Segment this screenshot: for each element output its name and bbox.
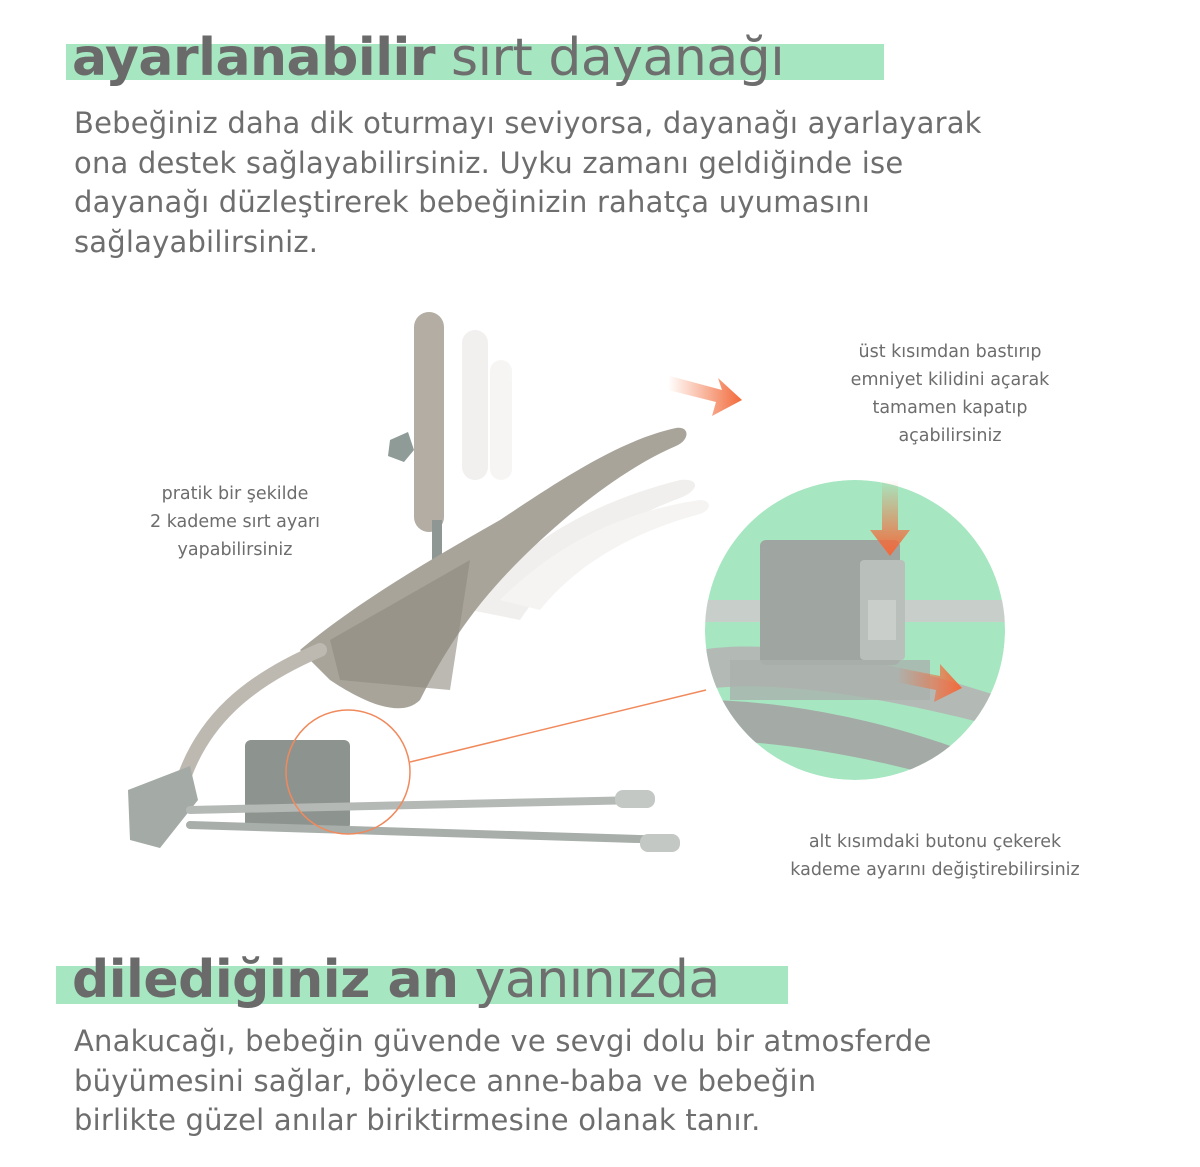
section1-title-light: sırt dayanağı	[451, 28, 785, 88]
base-box	[245, 740, 350, 830]
section1-title-bold: ayarlanabilir	[72, 28, 435, 88]
paragraph-line: sağlayabilirsiniz.	[74, 224, 319, 259]
paragraph-line: ona destek sağlayabilirsiniz. Uyku zamanı geldiğinde ise	[74, 145, 904, 180]
section1-paragraph	[74, 104, 1154, 262]
product-figure	[0, 290, 1200, 910]
caption-line: emniyet kilidini açarak	[850, 370, 1050, 390]
section2-paragraph	[74, 1022, 1154, 1141]
paragraph-line: birlikte güzel anılar biriktirmesine olanak tanır.	[74, 1103, 761, 1137]
paragraph-line: büyümesini sağlar, böylece anne-baba ve bebeğin	[74, 1063, 817, 1098]
paragraph-line: Anakucağı, bebeğin güvende ve sevgi dolu bir atmosferde	[74, 1024, 932, 1058]
section2-title-light: yanınızda	[474, 950, 720, 1010]
callout-line	[410, 690, 706, 762]
star-toy	[388, 432, 414, 462]
caption-line: üst kısımdan bastırıp	[858, 342, 1042, 362]
caption-line: alt kısımdaki butonu çekerek	[808, 832, 1062, 852]
caption-line: açabilirsiniz	[898, 426, 1002, 446]
zoom-detail	[700, 480, 1020, 800]
orange-arrow-top	[668, 376, 742, 416]
section1-heading	[0, 20, 890, 100]
caption-bottom-right	[740, 828, 1130, 884]
caption-line: pratik bir şekilde	[161, 484, 309, 504]
caption-line: yapabilirsiniz	[177, 540, 293, 560]
caption-line: tamamen kapatıp	[872, 398, 1028, 418]
caption-top-right	[800, 338, 1100, 450]
caption-line: 2 kademe sırt ayarı	[150, 512, 320, 532]
caption-line: kademe ayarını değiştirebilirsiniz	[790, 860, 1080, 880]
paragraph-line: Bebeğiniz daha dik oturmayı seviyorsa, dayanağı ayarlayarak	[74, 106, 982, 140]
section2-heading	[0, 942, 800, 1022]
caption-left	[110, 480, 360, 564]
section2-title-bold: dilediğiniz an	[72, 950, 459, 1010]
paragraph-line: dayanağı düzleştirerek bebeğinizin rahatça uyumasını	[74, 185, 871, 219]
headrest	[414, 312, 444, 532]
